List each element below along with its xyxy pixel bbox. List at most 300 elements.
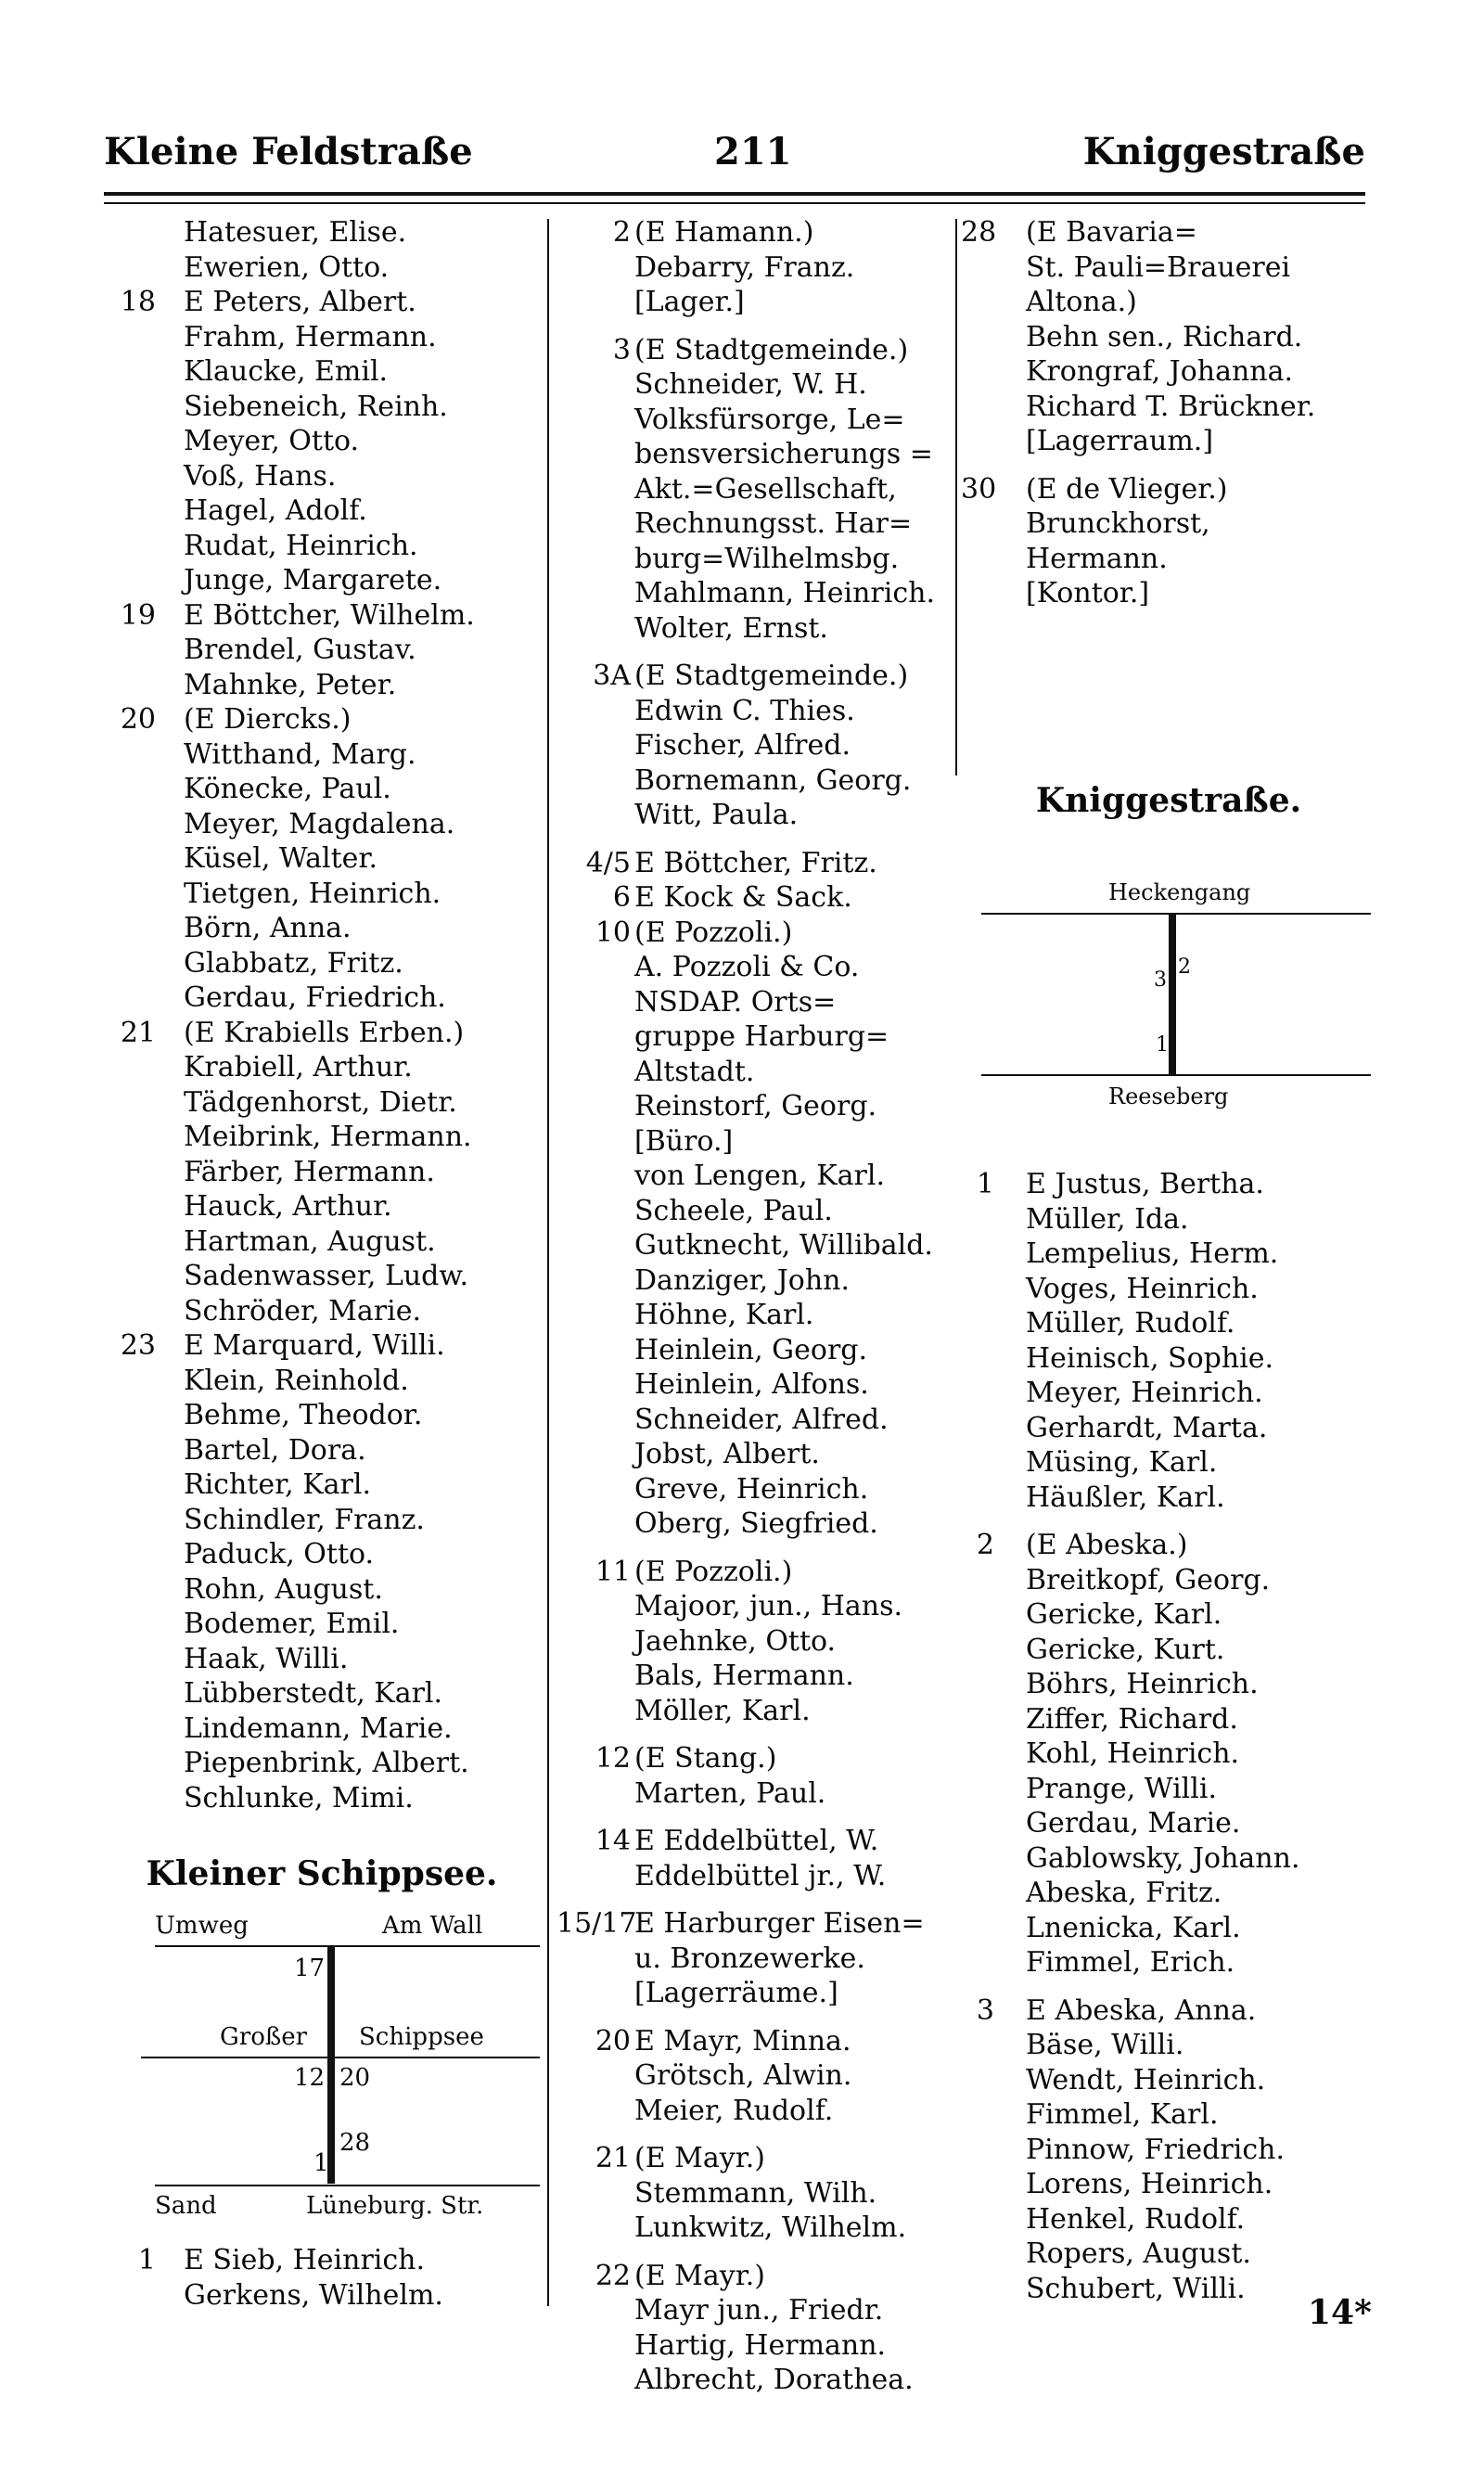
resident-name: Küsel, Walter.	[184, 842, 377, 875]
house-number: 11	[595, 1555, 631, 1588]
resident-name: Häußler, Karl.	[1026, 1481, 1225, 1514]
house-number-1: 1	[313, 2149, 329, 2177]
map-label-lueneburg-str: Lüneburg. Str.	[306, 2192, 484, 2220]
resident-name: Meier, Rudolf.	[634, 2094, 834, 2127]
resident-name: E Eddelbüttel, W.	[634, 1825, 879, 1857]
directory-entry	[961, 250, 1388, 286]
directory-entry	[961, 1911, 1388, 1946]
resident-name: [Lager.]	[634, 286, 745, 318]
resident-name: u. Bronzewerke.	[634, 1942, 865, 1975]
directory-entry	[961, 1841, 1388, 1877]
directory-entry	[104, 911, 544, 946]
resident-name: Müsing, Karl.	[1026, 1446, 1218, 1479]
directory-entry	[556, 1159, 955, 1194]
directory-entry	[104, 1294, 544, 1329]
resident-name: Höhne, Karl.	[634, 1299, 814, 1331]
directory-entry	[104, 529, 544, 564]
house-number: 15/17	[556, 1907, 637, 1940]
resident-name: Witt, Paula.	[634, 799, 799, 831]
resident-name: Voges, Heinrich.	[1026, 1272, 1259, 1305]
directory-entry	[104, 215, 544, 250]
resident-name: Fimmel, Karl.	[1026, 2098, 1219, 2131]
directory-entry	[556, 694, 955, 729]
house-number: 1	[976, 1168, 994, 1200]
directory-entry	[556, 1263, 955, 1299]
resident-name: Ropers, August.	[1026, 2237, 1251, 2270]
map-street-line-bottom	[981, 1074, 1371, 1076]
directory-entry	[556, 1506, 955, 1542]
directory-entry	[961, 1597, 1388, 1633]
directory-entry	[556, 798, 955, 833]
house-number: 1	[137, 2244, 156, 2276]
directory-entry	[961, 2167, 1388, 2202]
directory-entry	[104, 494, 544, 529]
directory-entry	[104, 424, 544, 459]
map-street-line-vertical	[1169, 915, 1176, 1074]
resident-name: Wendt, Heinrich.	[1026, 2063, 1266, 2096]
resident-name: Witthand, Marg.	[184, 737, 416, 771]
directory-entry	[961, 2133, 1388, 2168]
directory-entry	[556, 1194, 955, 1229]
resident-name: Fimmel, Erich.	[1026, 1946, 1235, 1979]
map-label-reeseberg: Reeseberg	[1108, 1083, 1229, 1109]
header-rule-thin	[104, 202, 1365, 204]
directory-entry	[556, 1472, 955, 1507]
resident-name: Albrecht, Dorathea.	[634, 2364, 914, 2396]
directory-entry	[104, 390, 544, 425]
resident-name: Lempelius, Herm.	[1026, 1237, 1279, 1270]
resident-name: Junge, Margarete.	[184, 564, 442, 596]
directory-entry	[961, 2097, 1388, 2133]
resident-name: (E Stadtgemeinde.)	[634, 333, 909, 366]
directory-entry	[961, 285, 1388, 320]
directory-entry	[556, 437, 955, 472]
printer-signature: 14*	[1308, 2293, 1372, 2332]
resident-name: Gerdau, Marie.	[1026, 1807, 1241, 1839]
resident-name: Behme, Theodor.	[184, 1399, 423, 1431]
resident-name: Marten, Paul.	[634, 1776, 826, 1810]
directory-entry	[961, 2063, 1388, 2098]
directory-entry	[104, 877, 544, 912]
directory-entry	[556, 2211, 955, 2246]
resident-name: Frahm, Hermann.	[184, 320, 437, 353]
resident-name: Sadenwasser, Ludw.	[184, 1260, 469, 1292]
directory-entry	[556, 1624, 955, 1660]
resident-name: (E Mayr.)	[634, 2142, 765, 2174]
resident-name: E Böttcher, Fritz.	[634, 846, 877, 879]
directory-entry	[961, 1667, 1388, 1702]
resident-name: Richter, Karl.	[184, 1468, 372, 1501]
directory-entry	[961, 1737, 1388, 1772]
resident-name: Kohl, Heinrich.	[1026, 1737, 1240, 1770]
directory-entry	[104, 563, 544, 598]
resident-name: Volksfürsorge, Le=	[634, 403, 905, 436]
resident-name: Jobst, Albert.	[634, 1438, 820, 1470]
directory-entry	[961, 1376, 1388, 1411]
resident-name: Voß, Hans.	[184, 459, 337, 493]
house-number: 18	[120, 286, 156, 318]
directory-entry	[556, 763, 955, 799]
resident-name: Altstadt.	[634, 1055, 755, 1088]
resident-name: Reinstorf, Georg.	[634, 1090, 877, 1122]
directory-entry	[556, 1906, 955, 1942]
directory-entry	[556, 1089, 955, 1124]
directory-entry	[556, 215, 955, 250]
map-label-grosser: Großer	[220, 2023, 308, 2051]
directory-entry	[556, 285, 955, 320]
resident-name: (E Krabiells Erben.)	[184, 1016, 465, 1049]
directory-entry	[104, 772, 544, 807]
house-number: 21	[120, 1016, 156, 1049]
resident-name: Hartig, Hermann.	[634, 2328, 887, 2362]
map-label-umweg: Umweg	[155, 1912, 249, 1940]
directory-entry	[556, 367, 955, 403]
resident-name: Müller, Rudolf.	[1026, 1307, 1235, 1340]
resident-name: St. Pauli=Brauerei	[1026, 250, 1291, 284]
directory-entry	[961, 1237, 1388, 1272]
directory-entry	[961, 1202, 1388, 1237]
directory-entry	[104, 1224, 544, 1260]
resident-name: Rechnungsst. Har=	[634, 507, 913, 540]
directory-entry	[961, 1272, 1388, 1307]
house-number: 3A	[593, 660, 631, 692]
directory-entry	[104, 1016, 544, 1051]
resident-name: Stemmann, Wilh.	[634, 2176, 877, 2210]
resident-name: Meyer, Otto.	[184, 425, 360, 457]
resident-name: Gerdau, Friedrich.	[184, 981, 446, 1014]
resident-name: E Peters, Albert.	[184, 286, 416, 318]
street-section-kleiner-schippsee	[104, 1851, 540, 2240]
resident-name: Bals, Hermann.	[634, 1660, 854, 1692]
column-divider-1	[547, 219, 549, 2306]
resident-name: Greve, Heinrich.	[634, 1472, 869, 1506]
directory-entry	[961, 1411, 1388, 1446]
directory-entry	[104, 1259, 544, 1294]
directory-entry	[556, 1976, 955, 2011]
resident-name: Mahlmann, Heinrich.	[634, 577, 935, 609]
directory-entry	[556, 2363, 955, 2398]
resident-name: E Kock & Sack.	[634, 881, 852, 914]
resident-name: Glabbatz, Fritz.	[184, 946, 403, 980]
directory-entry	[961, 576, 1388, 611]
directory-entry	[556, 659, 955, 694]
directory-entry	[556, 1333, 955, 1368]
directory-entry	[104, 807, 544, 842]
resident-name: (E de Vlieger.)	[1026, 472, 1228, 506]
resident-name: (E Abeska.)	[1026, 1529, 1188, 1561]
directory-entry	[556, 1403, 955, 1438]
street-heading: Kleiner Schippsee.	[146, 1854, 498, 1893]
resident-name: Gerhardt, Marta.	[1026, 1411, 1268, 1444]
column-3	[961, 215, 1388, 611]
resident-name: Könecke, Paul.	[184, 773, 391, 805]
street-section-kniggestrasse	[965, 777, 1373, 1121]
map-street-line-vertical	[327, 1947, 335, 2184]
directory-entry	[556, 2058, 955, 2094]
column-3-kniggestrasse-entries	[961, 1167, 1388, 2306]
directory-entry	[961, 1772, 1388, 1807]
resident-name: Müller, Ida.	[1026, 1202, 1189, 1236]
resident-name: E Justus, Bertha.	[1026, 1168, 1264, 1200]
directory-entry	[556, 1437, 955, 1472]
resident-name: Mayr jun., Friedr.	[634, 2294, 884, 2327]
directory-entry	[104, 1781, 544, 1816]
directory-entry	[556, 2094, 955, 2129]
directory-entry	[104, 459, 544, 494]
directory-entry	[556, 1589, 955, 1624]
resident-name: Lnenicka, Karl.	[1026, 1911, 1241, 1944]
resident-name: Gerkens, Wilhelm.	[184, 2278, 443, 2312]
directory-entry	[556, 728, 955, 763]
directory-entry	[961, 506, 1388, 542]
resident-name: Lindemann, Marie.	[184, 1711, 453, 1745]
resident-name: burg=Wilhelmsbg.	[634, 542, 900, 575]
resident-name: (E Stadtgemeinde.)	[634, 660, 909, 692]
resident-name: Paduck, Otto.	[184, 1538, 375, 1570]
directory-entry	[961, 1306, 1388, 1341]
directory-entry	[556, 2293, 955, 2328]
resident-name: E Harburger Eisen=	[634, 1907, 925, 1940]
resident-name: (E Stang.)	[634, 1742, 777, 1775]
resident-name: Pinnow, Friedrich.	[1026, 2133, 1285, 2166]
resident-name: Hartman, August.	[184, 1224, 436, 1258]
resident-name: (E Diercks.)	[184, 703, 352, 736]
house-number: 22	[595, 2259, 631, 2292]
directory-entry	[961, 1945, 1388, 1980]
directory-entry	[104, 841, 544, 877]
directory-entry	[556, 2176, 955, 2211]
resident-name: [Büro.]	[634, 1124, 734, 1158]
directory-entry	[104, 250, 544, 286]
resident-name: Tietgen, Heinrich.	[184, 877, 441, 910]
directory-entry	[556, 542, 955, 577]
directory-entry	[556, 880, 955, 916]
resident-name: Schneider, Alfred.	[634, 1403, 889, 1436]
directory-entry	[556, 1694, 955, 1729]
directory-entry	[556, 1055, 955, 1090]
house-number: 30	[961, 472, 997, 506]
directory-entry	[556, 985, 955, 1020]
resident-name: Bartel, Dora.	[184, 1433, 366, 1467]
resident-name: Schlunke, Mimi.	[184, 1781, 414, 1814]
directory-entry	[961, 1563, 1388, 1598]
resident-name: Heinlein, Alfons.	[634, 1368, 869, 1401]
resident-name: (E Pozzoli.)	[634, 1555, 793, 1588]
map-label-schippsee: Schippsee	[359, 2023, 484, 2051]
resident-name: Klaucke, Emil.	[184, 355, 389, 388]
map-street-line-top	[155, 1945, 540, 1947]
house-number-2: 2	[1178, 955, 1191, 979]
directory-entry	[104, 981, 544, 1016]
resident-name: Tädgenhorst, Dietr.	[184, 1085, 457, 1119]
resident-name: Schubert, Willi.	[1026, 2272, 1246, 2305]
resident-name: Haak, Willi.	[184, 1642, 349, 1675]
directory-entry	[961, 2202, 1388, 2237]
directory-entry	[104, 633, 544, 668]
directory-entry	[556, 250, 955, 286]
resident-name: Gablowsky, Johann.	[1026, 1841, 1300, 1875]
directory-entry	[556, 846, 955, 881]
directory-entry	[961, 1481, 1388, 1516]
directory-entry	[961, 390, 1388, 425]
resident-name: Jaehnke, Otto.	[634, 1624, 837, 1658]
directory-entry	[961, 2237, 1388, 2272]
resident-name: A. Pozzoli & Co.	[634, 951, 860, 983]
directory-entry	[556, 1942, 955, 1977]
resident-name: E Mayr, Minna.	[634, 2024, 851, 2057]
page-number: 211	[714, 130, 792, 173]
directory-entry	[556, 472, 955, 507]
resident-name: Börn, Anna.	[184, 912, 352, 944]
directory-entry	[556, 1776, 955, 1812]
directory-entry	[556, 1659, 955, 1694]
resident-name: Rohn, August.	[184, 1572, 383, 1606]
directory-entry	[104, 320, 544, 355]
resident-name: Heinisch, Sophie.	[1026, 1341, 1274, 1375]
directory-entry	[556, 1859, 955, 1894]
directory-entry	[556, 2259, 955, 2294]
directory-entry	[104, 2278, 544, 2314]
directory-entry	[104, 354, 544, 390]
resident-name: Hauck, Arthur.	[184, 1190, 392, 1223]
directory-entry	[556, 506, 955, 542]
directory-entry	[556, 1019, 955, 1055]
directory-entry	[961, 1445, 1388, 1481]
house-number: 2	[976, 1529, 994, 1561]
resident-name: Prange, Willi.	[1026, 1772, 1217, 1805]
directory-entry	[104, 1120, 544, 1155]
resident-name: Breitkopf, Georg.	[1026, 1563, 1271, 1596]
resident-name: Behn sen., Richard.	[1026, 320, 1303, 353]
directory-entry	[104, 1050, 544, 1085]
resident-name: Bäse, Willi.	[1026, 2029, 1184, 2061]
resident-name: Richard T. Brückner.	[1026, 390, 1316, 423]
resident-name: E Sieb, Heinrich.	[184, 2244, 426, 2276]
house-number: 20	[120, 703, 156, 736]
map-label-sand: Sand	[155, 2192, 217, 2220]
directory-entry	[556, 2024, 955, 2059]
resident-name: Gericke, Kurt.	[1026, 1633, 1225, 1666]
resident-name: Brunckhorst,	[1026, 507, 1210, 540]
resident-name: Fischer, Alfred.	[634, 729, 851, 762]
resident-name: Heinlein, Georg.	[634, 1333, 868, 1366]
directory-entry	[961, 1528, 1388, 1563]
resident-name: Abeska, Fritz.	[1026, 1877, 1222, 1909]
map-street-line-middle	[141, 2057, 540, 2058]
directory-entry	[556, 1824, 955, 1859]
map-street-line-top	[981, 913, 1371, 915]
resident-name: Scheele, Paul.	[634, 1194, 833, 1227]
resident-name: Gericke, Karl.	[1026, 1598, 1222, 1631]
resident-name: Lunkwitz, Wilhelm.	[634, 2211, 907, 2244]
directory-entry	[961, 215, 1388, 250]
street-heading: Kniggestraße.	[1035, 781, 1302, 820]
house-number: 14	[595, 1825, 631, 1857]
house-number-12: 12	[294, 2064, 326, 2092]
resident-name: Bornemann, Georg.	[634, 763, 912, 797]
directory-entry	[104, 598, 544, 634]
resident-name: Wolter, Ernst.	[634, 611, 828, 645]
resident-name: Böhrs, Heinrich.	[1026, 1668, 1259, 1700]
directory-entry	[104, 1676, 544, 1711]
house-number: 28	[961, 216, 997, 249]
directory-entry	[104, 1155, 544, 1190]
directory-entry	[556, 1741, 955, 1776]
directory-entry	[961, 1167, 1388, 1202]
directory-entry	[961, 1702, 1388, 1737]
column-1-kleiner-schippsee-entries	[104, 2243, 544, 2313]
resident-name: gruppe Harburg=	[634, 1020, 889, 1053]
resident-name: (E Pozzoli.)	[634, 916, 793, 949]
resident-name: Klein, Reinhold.	[184, 1364, 409, 1397]
house-number: 3	[612, 333, 631, 366]
directory-entry	[104, 737, 544, 773]
directory-entry	[104, 1433, 544, 1468]
directory-entry	[556, 576, 955, 611]
resident-name: Lübberstedt, Karl.	[184, 1677, 443, 1710]
resident-name: Hermann.	[1026, 542, 1168, 575]
directory-entry	[556, 611, 955, 647]
directory-entry	[104, 1364, 544, 1399]
resident-name: Meyer, Magdalena.	[184, 807, 455, 840]
directory-entry	[961, 1341, 1388, 1377]
directory-entry	[104, 1607, 544, 1642]
directory-entry	[104, 1572, 544, 1608]
house-number: 12	[595, 1742, 631, 1775]
directory-entry	[104, 1328, 544, 1364]
directory-entry	[104, 1189, 544, 1224]
resident-name: Altona.)	[1026, 286, 1137, 318]
directory-entry	[961, 542, 1388, 577]
house-number: 19	[120, 598, 156, 632]
resident-name: E Abeska, Anna.	[1026, 1993, 1257, 2027]
map-label-heckengang: Heckengang	[1108, 879, 1251, 905]
resident-name: Rudat, Heinrich.	[184, 529, 418, 562]
directory-entry	[104, 1537, 544, 1572]
directory-entry	[556, 2141, 955, 2176]
resident-name: E Böttcher, Wilhelm.	[184, 598, 475, 632]
resident-name: Oberg, Siegfried.	[634, 1507, 878, 1540]
directory-entry	[961, 320, 1388, 355]
directory-entry	[104, 1642, 544, 1677]
resident-name: Krongraf, Johanna.	[1026, 355, 1294, 388]
directory-entry	[104, 1711, 544, 1747]
house-number: 23	[120, 1329, 156, 1362]
house-number-20: 20	[339, 2064, 371, 2092]
resident-name: NSDAP. Orts=	[634, 985, 837, 1019]
resident-name: Hatesuer, Elise.	[184, 216, 407, 249]
resident-name: Lorens, Heinrich.	[1026, 2168, 1273, 2200]
directory-entry	[104, 285, 544, 320]
column-divider-2	[955, 219, 957, 776]
house-number-1: 1	[1156, 1033, 1169, 1057]
resident-name: Siebeneich, Reinh.	[184, 390, 448, 423]
resident-name: Krabiell, Arthur.	[184, 1051, 413, 1083]
resident-name: Ewerien, Otto.	[184, 250, 390, 284]
directory-entry	[104, 1746, 544, 1781]
resident-name: Piepenbrink, Albert.	[184, 1747, 469, 1779]
directory-entry	[104, 946, 544, 981]
directory-entry	[961, 1806, 1388, 1841]
directory-entry	[556, 2328, 955, 2364]
resident-name: von Lengen, Karl.	[634, 1160, 885, 1192]
house-number: 10	[595, 916, 631, 949]
house-number-17: 17	[294, 1955, 326, 1982]
directory-entry	[961, 1876, 1388, 1911]
house-number: 3	[976, 1993, 994, 2027]
directory-entry	[961, 472, 1388, 507]
header-rule-thick	[104, 192, 1365, 196]
